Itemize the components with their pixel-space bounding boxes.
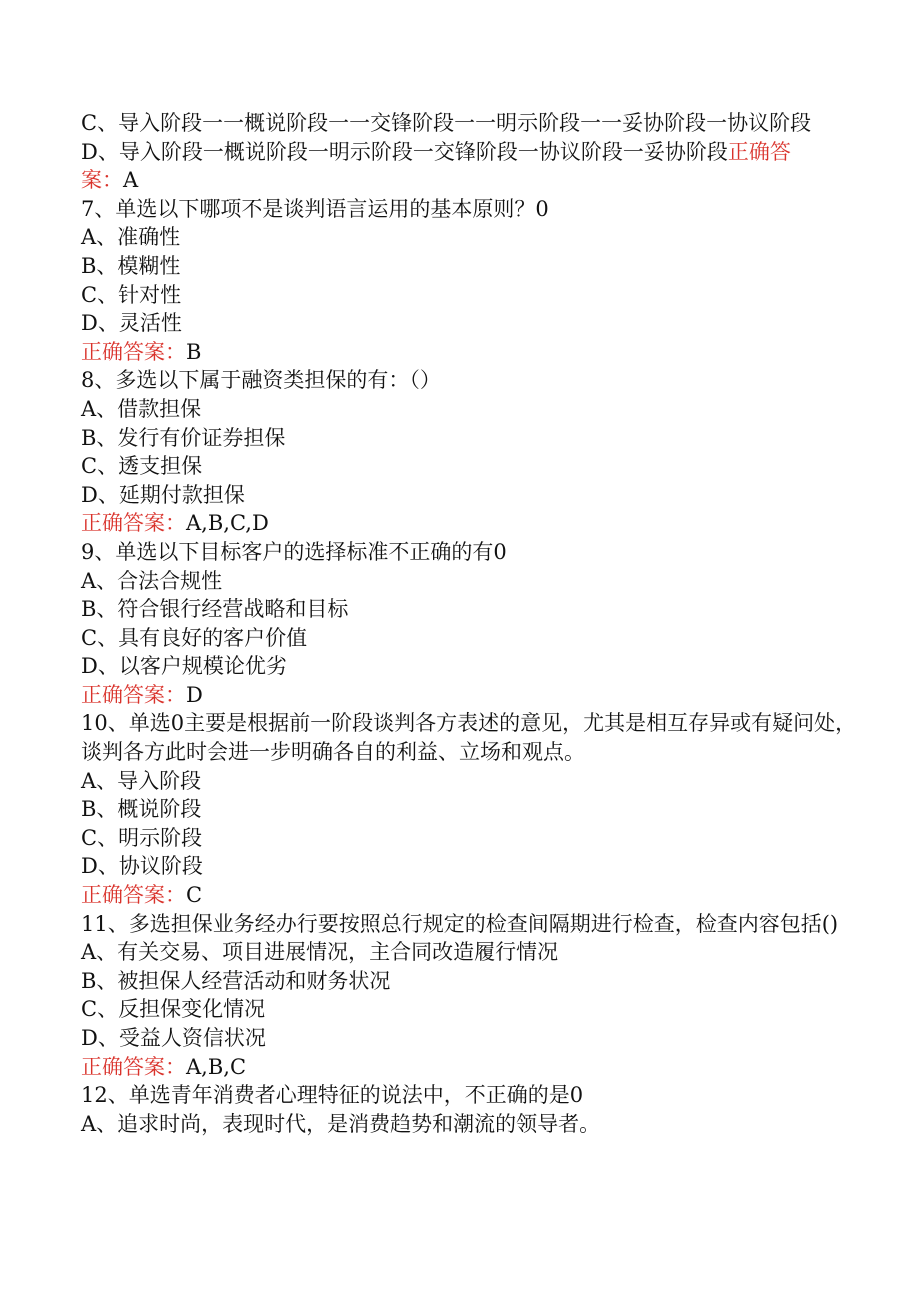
answer-value: B	[186, 339, 202, 364]
question-stem: 11、多选担保业务经办行要按照总行规定的检查间隔期进行检查，检查内容包括()	[81, 911, 839, 936]
answer-label: 正确答案：	[81, 339, 186, 364]
option-line: A、追求时尚，表现时代，是消费趋势和潮流的领导者。	[81, 1111, 601, 1136]
answer-line	[81, 338, 860, 367]
question-block	[81, 910, 860, 1082]
option-line: A、准确性	[81, 225, 181, 250]
question-stem: 7、单选以下哪项不是谈判语言运用的基本原则？0	[81, 196, 549, 221]
question-block	[81, 538, 860, 710]
option-line: D、以客户规模论优劣	[81, 654, 287, 679]
option-line: D、灵活性	[81, 311, 182, 336]
option-line: B、被担保人经营活动和财务状况	[81, 968, 391, 993]
answer-line	[81, 881, 860, 910]
question-content	[81, 109, 860, 1138]
answer-line	[81, 1053, 860, 1082]
option-line: D、协议阶段	[81, 854, 203, 879]
answer-value: D	[186, 682, 203, 707]
answer-value: A,B,C	[186, 1054, 247, 1079]
option-line: C、明示阶段	[81, 825, 203, 850]
question-stem: 12、单选青年消费者心理特征的说法中，不正确的是0	[81, 1083, 584, 1108]
answer-label: 正确答案：	[81, 511, 186, 536]
answer-line	[81, 509, 860, 538]
answer-label: 正确答案：	[81, 883, 186, 908]
option-line: C、反担保变化情况	[81, 997, 266, 1022]
question-stem: 8、多选以下属于融资类担保的有：（）	[81, 368, 441, 393]
option-line: D、导入阶段一概说阶段一明示阶段一交锋阶段一协议阶段一妥协阶段正确答	[81, 139, 791, 164]
option-line: C、针对性	[81, 282, 182, 307]
option-line: D、受益人资信状况	[81, 1026, 266, 1050]
question-block	[81, 195, 860, 367]
option-line: B、符合银行经营战略和目标	[81, 597, 349, 622]
fragment-block	[81, 109, 860, 195]
answer-label: 正确答	[727, 139, 791, 164]
question-stem: 10、单选0主要是根据前一阶段谈判各方表述的意见，尤其是相互存异或有疑问处，谈判各方此时会进一步明确各自的利益、立场和观点。	[81, 711, 857, 765]
answer-label: 正确答案：	[81, 1054, 186, 1079]
option-line: C、透支担保	[81, 454, 203, 479]
question-block	[81, 366, 860, 538]
option-line: D、延期付款担保	[81, 482, 245, 507]
answer-label: 案：	[81, 168, 123, 193]
option-line: A、借款担保	[81, 396, 202, 421]
option-line: A、导入阶段	[81, 768, 202, 793]
option-line: A、有关交易、项目进展情况，主合同改造履行情况	[81, 940, 559, 965]
option-line: C、具有良好的客户价值	[81, 625, 308, 650]
answer-line	[81, 681, 860, 710]
answer-value: A	[123, 168, 139, 193]
option-line: A、合法合规性	[81, 568, 223, 593]
option-line: B、发行有价证券担保	[81, 425, 286, 450]
question-block	[81, 1081, 860, 1138]
option-line: B、模糊性	[81, 253, 181, 278]
answer-value: A,B,C,D	[186, 511, 269, 536]
answer-label: 正确答案：	[81, 682, 186, 707]
option-line: C、导入阶段一一概说阶段一一交锋阶段一一明示阶段一一妥协阶段一协议阶段	[81, 111, 812, 135]
answer-line	[81, 166, 860, 195]
question-block	[81, 709, 860, 909]
question-stem: 9、单选以下目标客户的选择标准不正确的有0	[81, 539, 507, 564]
answer-value: C	[186, 883, 203, 908]
option-line: B、概说阶段	[81, 797, 202, 822]
